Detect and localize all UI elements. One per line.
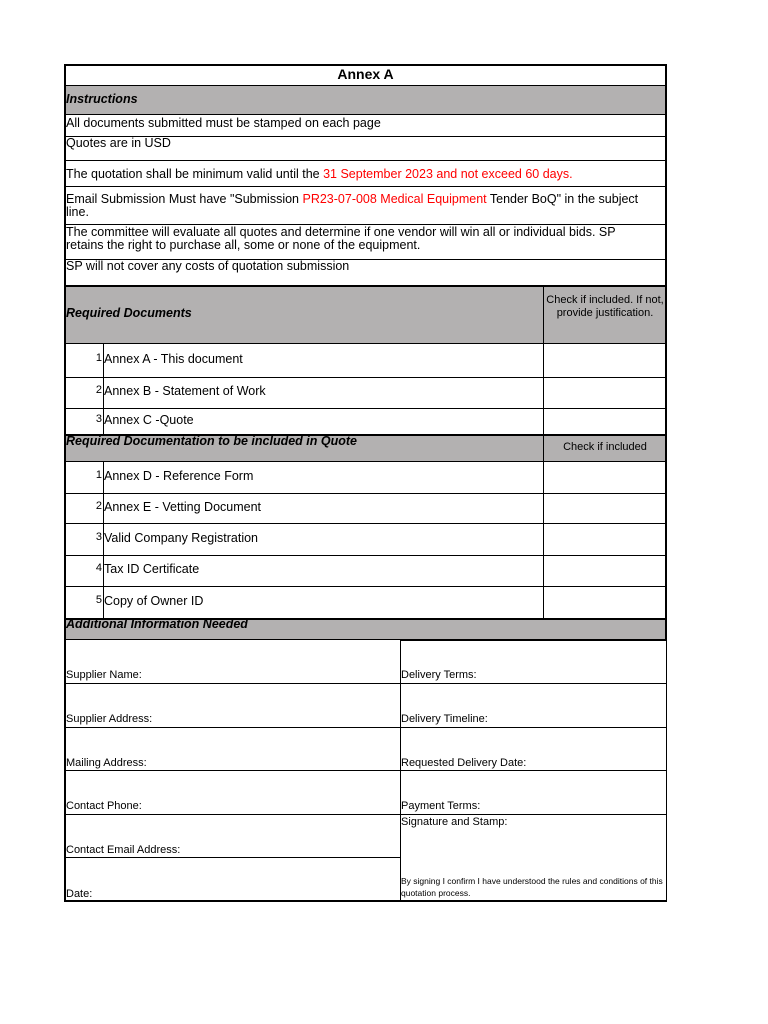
instruction-currency: Quotes are in USD [66,136,171,150]
date-field[interactable] [66,858,399,900]
check-cell[interactable] [544,463,665,493]
check-cell[interactable] [544,409,665,434]
contact-email-label: Contact Email Address: [66,844,181,856]
instruction-email-subject: Email Submission Must have "Submission PR23-07-008 Medical Equipment Tender BoQ" in the subject [66,192,639,206]
check-cell[interactable] [544,587,665,618]
check-cell[interactable] [544,378,665,408]
tender-reference: PR23-07-008 Medical Equipment [302,192,487,206]
mailing-address-label: Mailing Address: [66,757,147,769]
required-documents-heading: Required Documents [66,306,192,320]
doc-label: Annex B - Statement of Work [104,384,266,398]
doc-label: Annex E - Vetting Document [104,500,262,514]
annex-a-form: Annex A Instructions All documents submitted must be stamped on each page Quotes are in USD The quotation shall be minimum valid until the 31 September 2023 and not exceed 60 days. Email Submission Must have "Submission PR23-07-008 Medical Equipment Tender BoQ" in the subject line. The committee will evaluate all quotes and determine if one vendor will win all or individual bids. SP retains the right to purchase all, some or none of the equipment. SP will not cover any costs of quotation submission Required Documents Check if included. If not, provide justification. 1 Annex A - This document 2 Annex B - Statement of Work 3 Annex C -Quote Required Documentation to be included in Quote Check if included 1 Annex D - Reference Form 2 Annex E - Vetting Document 3 Valid Company Registration 4 Tax ID Certificate 5 Copy of Owner ID Additional Information Needed Supplier Name: Supplier Address: Mailing Address: Contact Phone: Contact Email Address: Date: Delivery Terms: Delivery Timeline: Requested Delivery Date: Payment Terms: Signature and Stamp: By signing I confirm I have understood the rules and conditions of this quotation process. [64,64,667,902]
delivery-terms-label: Delivery Terms: [401,669,477,681]
payment-terms-label: Payment Terms: [401,800,481,812]
instruction-email-subject-cont: line. [66,205,89,219]
doc-label: Tax ID Certificate [104,562,200,576]
check-cell[interactable] [544,556,665,586]
check-cell[interactable] [544,494,665,523]
quote-documentation-check-header: Check if included [563,441,647,453]
quote-documentation-heading: Required Documentation to be included in Quote [66,434,357,448]
instruction-evaluation-a: The committee will evaluate all quotes and determine if one vendor will win all or individual bids. SP [66,225,616,239]
validity-date: 31 September 2023 and not exceed 60 days. [323,167,573,181]
check-cell[interactable] [544,524,665,555]
doc-label: Copy of Owner ID [104,594,204,608]
doc-label: Annex D - Reference Form [104,469,254,483]
contact-phone-label: Contact Phone: [66,800,142,812]
date-label: Date: [66,888,93,900]
check-cell[interactable] [544,345,665,377]
delivery-timeline-label: Delivery Timeline: [401,713,488,725]
doc-label: Valid Company Registration [104,531,259,545]
supplier-name-label: Supplier Name: [66,669,142,681]
instruction-stamp: All documents submitted must be stamped on each page [66,116,381,130]
additional-info-heading: Additional Information Needed [66,617,248,631]
required-documents-check-header: Check if included. If not, provide justification. [546,294,664,319]
instructions-heading: Instructions [66,92,138,106]
doc-label: Annex C -Quote [104,413,194,427]
doc-label: Annex A - This document [104,352,243,366]
signature-label: Signature and Stamp: [401,816,508,828]
page-title: Annex A [337,66,394,82]
instructions-header [64,86,667,115]
requested-delivery-date-label: Requested Delivery Date: [401,757,527,769]
instruction-validity: The quotation shall be minimum valid until the 31 September 2023 and not exceed 60 days. [66,167,573,181]
instruction-evaluation-b: retains the right to purchase all, some or none of the equipment. [66,238,421,252]
supplier-address-label: Supplier Address: [66,713,153,725]
instruction-costs: SP will not cover any costs of quotation submission [66,259,350,273]
signature-note: By signing I confirm I have understood the rules and conditions of this quotation process. [401,876,663,898]
